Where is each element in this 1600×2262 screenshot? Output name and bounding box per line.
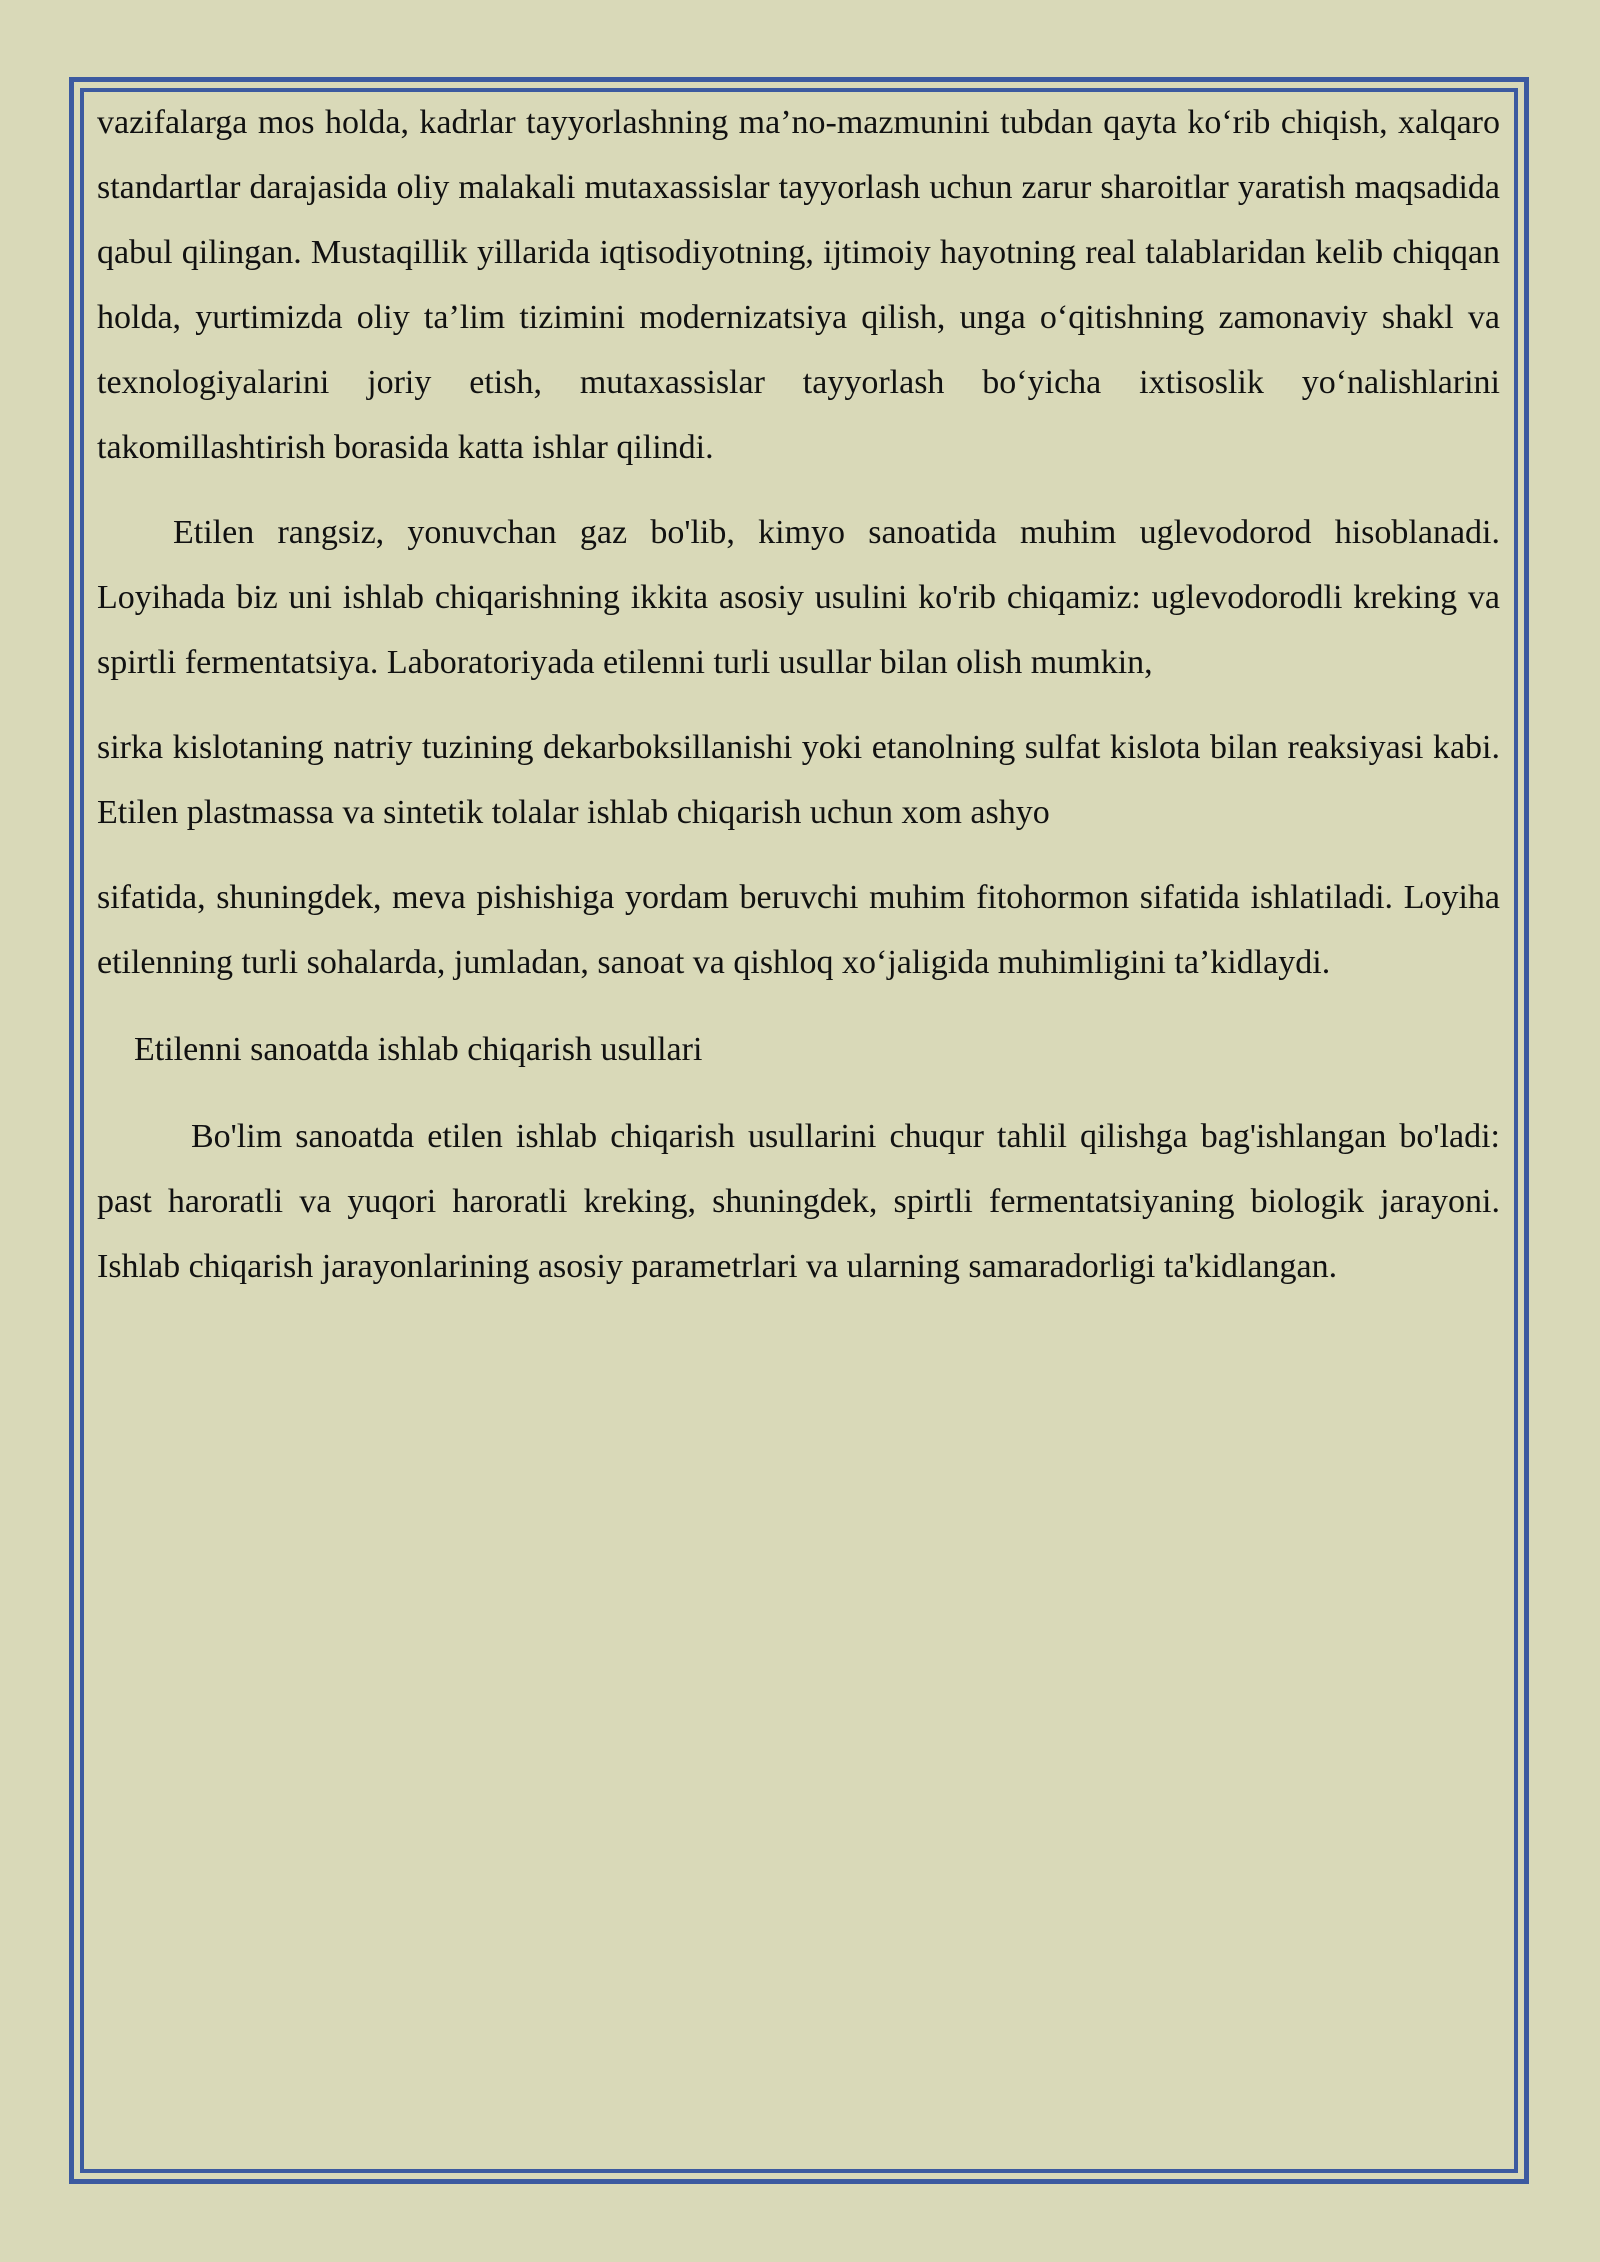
paragraph-lab-methods: sirka kislotaning natriy tuzining dekarboksillanishi yoki etanolning sulfat kislota bilan reaksiyasi kabi. Etilen plastmassa va sintetik tolalar ishlab chiqarish uchun xom ashyo (97, 729, 1500, 831)
section-heading-production-methods: Etilenni sanoatda ishlab chiqarish usullari (134, 1031, 703, 1068)
paragraph-ethylene-intro: Etilen rangsiz, yonuvchan gaz bo'lib, kimyo sanoatida muhim uglevodorod hisoblanadi. Loyihada biz uni ishlab chiqarishning ikkita asosiy usulini ko'rib chiqamiz: uglevodorodli kreking va spirtli fermentatsiya. Laboratoriyada etilenni turli usullar bilan olish mumkin, (97, 514, 1500, 681)
paragraph-education-reform: vazifalarga mos holda, kadrlar tayyorlashning ma’no-mazmunini tubdan qayta ko‘rib chiqish, xalqaro standartlar darajasida oliy malakali mutaxassislar tayyorlash uchun zarur sharoitlar yaratish maqsadida qabul qilingan. Mustaqillik yillarida iqtisodiyotning, ijtimoiy hayotning real talablaridan kelib chiqqan holda, yurtimizda oliy ta’lim tizimini modernizatsiya qilish, unga o‘qitishning zamonaviy shakl va texnologiyalarini joriy etish, mutaxassislar tayyorlash bo‘yicha ixtisoslik yo‘nalishlarini takomillashtirish borasida katta ishlar qilindi. (97, 104, 1500, 466)
document-body (97, 90, 1500, 1299)
paragraph-section-overview: Bo'lim sanoatda etilen ishlab chiqarish usullarini chuqur tahlil qilishga bag'ishlangan bo'ladi: past haroratli va yuqori haroratli kreking, shuningdek, spirtli fermentatsiyaning biologik jarayoni. Ishlab chiqarish jarayonlarining asosiy parametrlari va ularning samaradorligi ta'kidlangan. (97, 1118, 1500, 1285)
paragraph-ethylene-uses: sifatida, shuningdek, meva pishishiga yordam beruvchi muhim fitohormon sifatida ishlatiladi. Loyiha etilenning turli sohalarda, jumladan, sanoat va qishloq xo‘jaligida muhimligini ta’kidlaydi. (97, 879, 1500, 981)
